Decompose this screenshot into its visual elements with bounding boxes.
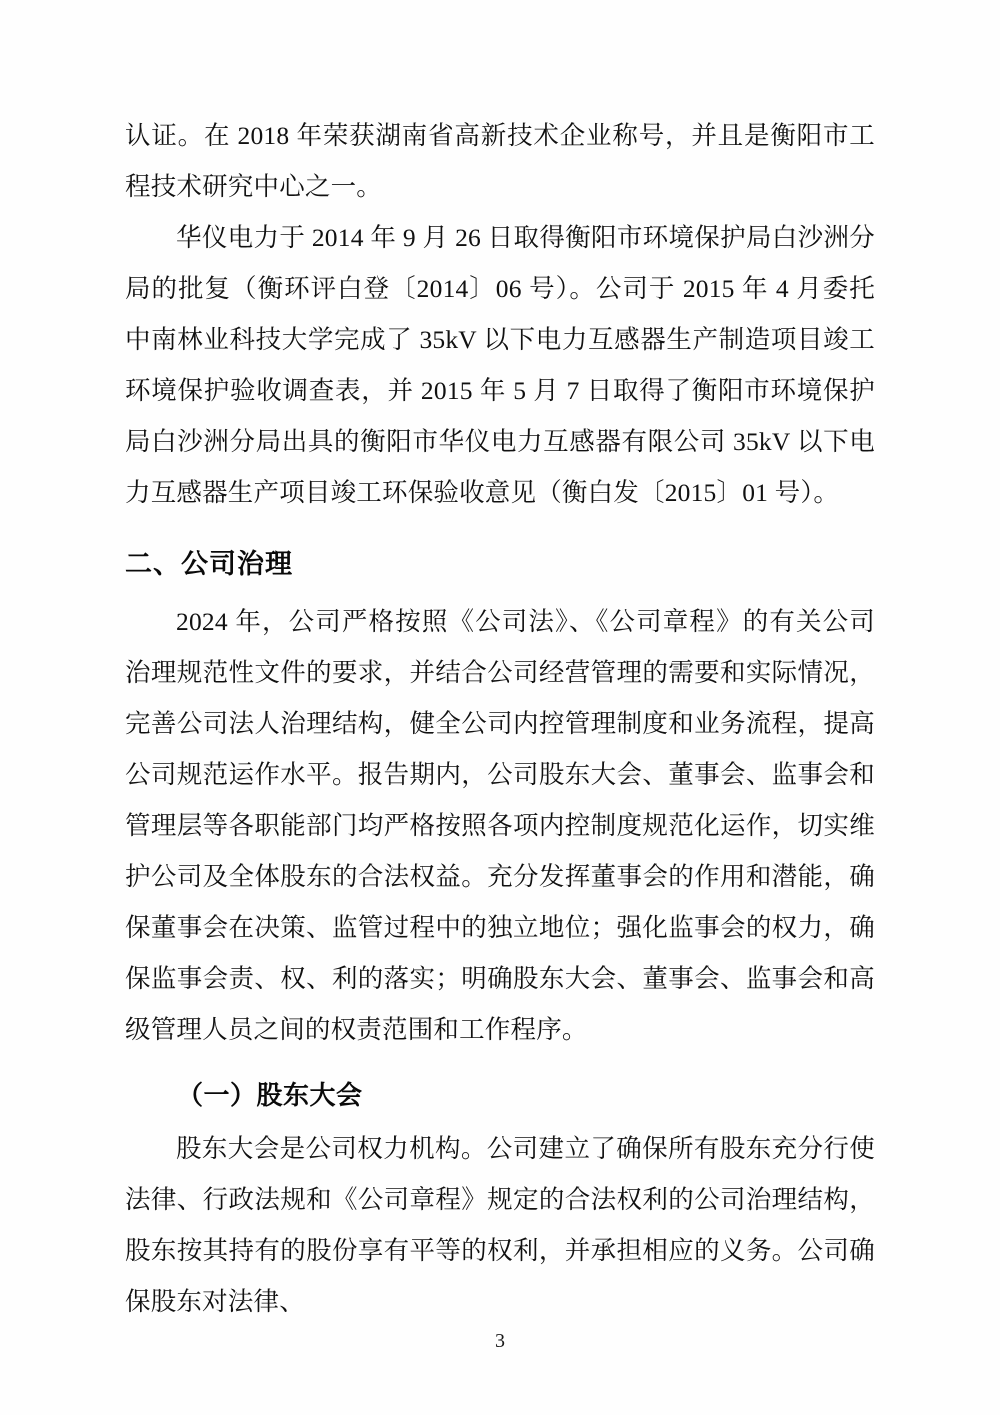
paragraph-governance-overview: 2024 年，公司严格按照《公司法》、《公司章程》的有关公司治理规范性文件的要求，并结合公司经营管理的需要和实际情况，完善公司法人治理结构，健全公司内控管理制度和业务流程，提高公司规范运作水平。报告期内，公司股东大会、董事会、监事会和管理层等各职能部门均严格按照各项内控制度规范化运作，切实维护公司及全体股东的合法权益。充分发挥董事会的作用和潜能，确保董事会在决策、监管过程中的独立地位；强化监事会的权力，确保监事会责、权、利的落实；明确股东大会、董事会、监事会和高级管理人员之间的权责范围和工作程序。 xyxy=(125,607,875,1044)
paragraph-shareholders-meeting: 股东大会是公司权力机构。公司建立了确保所有股东充分行使法律、行政法规和《公司章程》规定的合法权利的公司治理结构，股东按其持有的股份享有平等的权利，并承担相应的义务。公司确保股东对法律、 xyxy=(125,1134,875,1316)
page-number: 3 xyxy=(495,1330,505,1352)
paragraph-continuation: 认证。在 2018 年荣获湖南省高新技术企业称号，并且是衡阳市工程技术研究中心之一。 xyxy=(125,121,875,201)
paragraph-environmental-approval: 华仪电力于 2014 年 9 月 26 日取得衡阳市环境保护局白沙洲分局的批复（衡环评白登〔2014〕06 号）。公司于 2015 年 4 月委托中南林业科技大学完成了 35kV 以下电力互感器生产制造项目竣工环境保护验收调查表，并 2015 年 5 月 7 日取得了衡阳市环境保护局白沙洲分局出具的衡阳市华仪电力互感器有限公司 35kV 以下电力互感器生产项目竣工环保验收意见（衡白发〔2015〕01 号）。 xyxy=(125,223,875,507)
document-body xyxy=(125,110,875,1327)
section-heading-corporate-governance: 二、公司治理 xyxy=(125,549,293,579)
sub-heading-shareholders-meeting: （一）股东大会 xyxy=(177,1080,363,1110)
